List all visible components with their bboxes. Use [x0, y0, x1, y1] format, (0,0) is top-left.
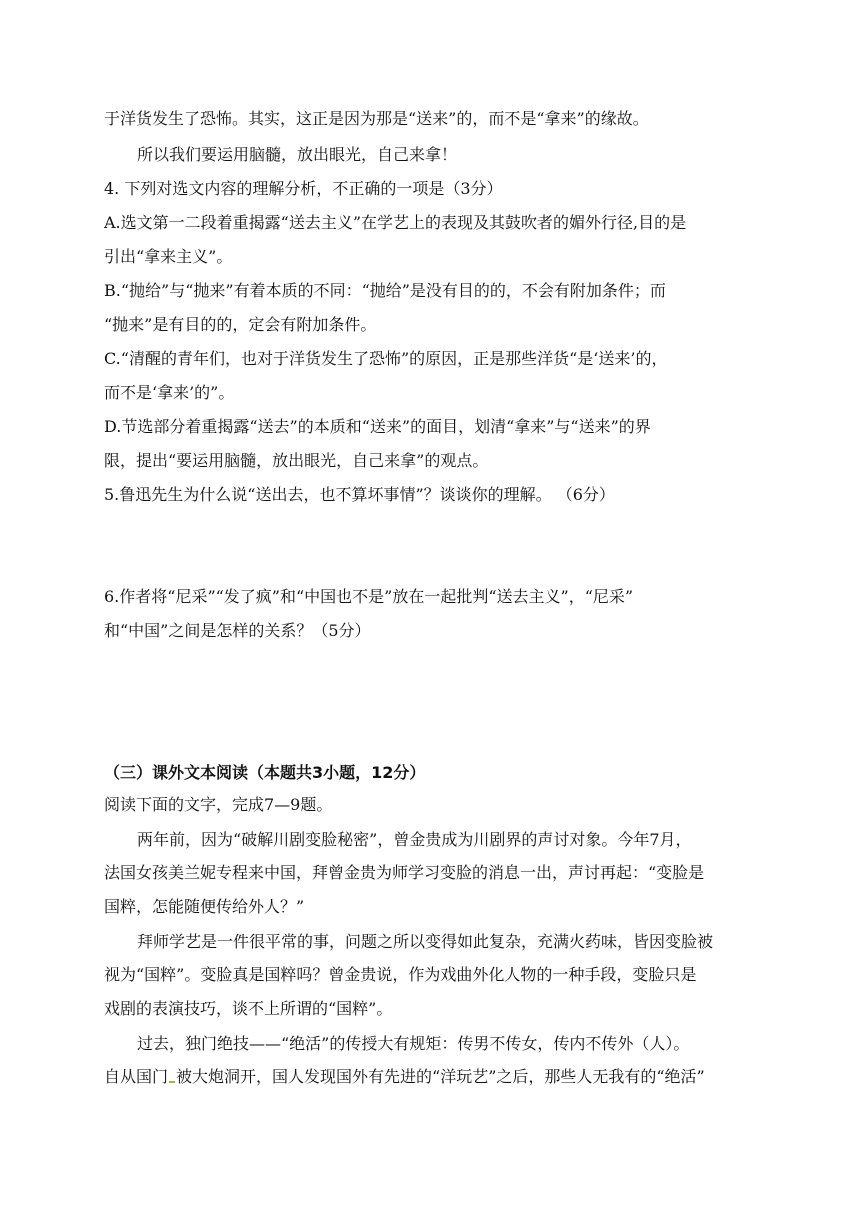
option-b-line-2: “抛来”是有目的的，定会有附加条件。	[104, 315, 377, 334]
option-d-line-1: D.节选部分着重揭露“送去”的本质和“送来”的面目，划清“拿来”与“送来”的界	[104, 417, 651, 436]
paragraph-1-line-3: 国粹，怎能随便传给外人？”	[104, 897, 305, 916]
option-b-line-1: B.“抛给”与“抛来”有着本质的不同：“抛给”是没有目的的，不会有附加条件；而	[104, 281, 666, 300]
option-a-line-1: A.选文第一二段着重揭露“送去主义”在学艺上的表现及其鼓吹者的媚外行径,目的是	[104, 213, 687, 232]
paragraph-2-line-2: 视为“国粹”。变脸真是国粹吗？曾金贵说，作为戏曲外化人物的一种手段，变脸只是	[104, 965, 697, 984]
question-5-stem: 5.鲁迅先生为什么说“送出去，也不算坏事情”？谈谈你的理解。 （6分）	[104, 485, 615, 504]
option-a-line-2: 引出“拿来主义”。	[104, 247, 233, 266]
paragraph-2-line-3: 戏剧的表演技巧，谈不上所谓的“国粹”。	[104, 999, 393, 1018]
option-c-line-1: C.“清醒的青年们，也对于洋货发生了恐怖”的原因，正是那些洋货“是‘送来’的，	[104, 349, 668, 368]
section-3-heading: （三）课外文本阅读（本题共3小题，12分）	[104, 763, 426, 782]
paragraph-3-line-2-end: 被大炮洞开，国人发现国外有先进的“洋玩艺”之后，那些人无我有的“绝活”	[176, 1067, 705, 1086]
option-c-line-2: 而不是‘拿来’的”。	[104, 383, 235, 402]
paragraph-1-line-1: 两年前，因为“破解川剧变脸秘密”，曾金贵成为川剧界的声讨对象。今年7月，	[137, 830, 692, 849]
section-3-instruction: 阅读下面的文字，完成7—9题。	[104, 795, 333, 814]
paragraph-3-line-2-start: 自从国门	[104, 1067, 169, 1086]
passage-line-1: 于洋货发生了恐怖。其实，这正是因为那是“送来”的，而不是“拿来”的缘故。	[104, 109, 649, 128]
paragraph-1-line-2: 法国女孩美兰妮专程来中国，拜曾金贵为师学习变脸的消息一出，声讨再起：“变脸是	[104, 863, 705, 882]
edit-mark	[169, 1069, 175, 1083]
question-6-line-1: 6.作者将“尼采”“发了疯”和“中国也不是”放在一起批判“送去主义”，“尼采”	[104, 587, 634, 606]
option-d-line-2: 限，提出“要运用脑髓，放出眼光，自己来拿”的观点。	[104, 451, 489, 470]
question-4-stem: 4. 下列对选文内容的理解分析，不正确的一项是（3分）	[104, 179, 503, 198]
paragraph-3-line-1: 过去，独门绝技——“绝活”的传授大有规矩：传男不传女，传内不传外（人）。	[137, 1034, 690, 1053]
paragraph-3-line-2	[104, 1066, 764, 1088]
question-6-line-2: 和“中国”之间是怎样的关系？（5分）	[104, 621, 371, 640]
paragraph-2-line-1: 拜师学艺是一件很平常的事，问题之所以变得如此复杂，充满火药味，皆因变脸被	[137, 932, 714, 951]
passage-line-2: 所以我们要运用脑髓，放出眼光，自己来拿！	[137, 145, 458, 164]
